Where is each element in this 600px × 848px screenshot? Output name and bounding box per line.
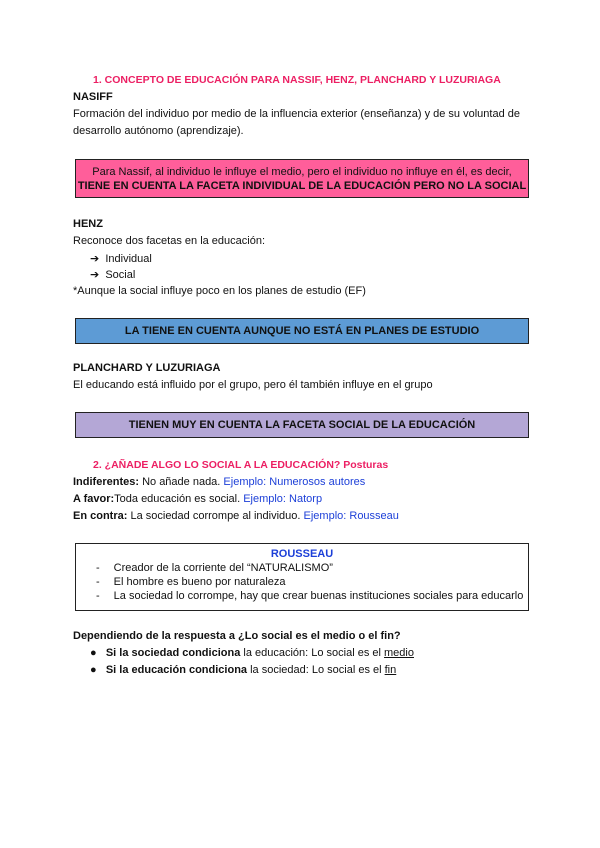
rousseau-item-text: La sociedad lo corrompe, hay que crear buenas instituciones sociales para educarlo xyxy=(113,590,524,602)
henz-item-label: Individual xyxy=(105,253,152,265)
rousseau-item-text: El hombre es bueno por naturaleza xyxy=(113,576,286,588)
posture-label: En contra: xyxy=(73,510,128,522)
section-2-heading: 2. ¿AÑADE ALGO LO SOCIAL A LA EDUCACIÓN? Posturas xyxy=(93,459,389,471)
nassif-text-line-2: desarrollo autónomo (aprendizaje). xyxy=(73,125,244,137)
posture-row-a-favor xyxy=(73,493,322,505)
arrow-right-icon: ➔ xyxy=(90,269,100,281)
posture-label: A favor: xyxy=(73,493,115,505)
bullet-dot-icon: ● xyxy=(90,664,97,676)
posture-example: Ejemplo: Rousseau xyxy=(303,510,399,522)
nassif-summary-box xyxy=(75,159,529,198)
rousseau-item-text: Creador de la corriente del “NATURALISMO” xyxy=(113,562,333,574)
henz-summary-box: LA TIENE EN CUENTA AUNQUE NO ESTÁ EN PLANES DE ESTUDIO xyxy=(75,318,529,344)
rousseau-item: - Creador de la corriente del “NATURALISMO” xyxy=(96,562,333,574)
posture-text: Toda educación es social. xyxy=(114,493,244,505)
bullet-item xyxy=(90,664,396,676)
nassif-box-line-2: TIENE EN CUENTA LA FACETA INDIVIDUAL DE LA EDUCACIÓN PERO NO LA SOCIAL xyxy=(77,180,527,192)
posture-label: Indiferentes: xyxy=(73,476,140,488)
planchard-text: El educando está influido por el grupo, pero él también influye en el grupo xyxy=(73,379,433,391)
section-1-heading: 1. CONCEPTO DE EDUCACIÓN PARA NASSIF, HENZ, PLANCHARD Y LUZURIAGA xyxy=(93,74,501,86)
planchard-summary-box: TIENEN MUY EN CUENTA LA FACETA SOCIAL DE LA EDUCACIÓN xyxy=(75,412,529,438)
bullet-underlined: fin xyxy=(384,664,397,676)
rousseau-title: ROUSSEAU xyxy=(270,548,334,560)
nassif-text-line-1: Formación del individuo por medio de la influencia exterior (enseñanza) y de su voluntad de xyxy=(73,108,520,120)
bullet-text: la educación: Lo social es el xyxy=(240,647,385,659)
rousseau-box xyxy=(75,543,529,611)
bullet-text: la sociedad: Lo social es el xyxy=(247,664,385,676)
nassif-title: NASIFF xyxy=(73,91,113,103)
bullet-dot-icon: ● xyxy=(90,647,97,659)
arrow-right-icon: ➔ xyxy=(90,253,100,265)
henz-title: HENZ xyxy=(73,218,103,230)
nassif-box-line-1: Para Nassif, al individuo le influye el medio, pero el individuo no influye en él, es decir, xyxy=(92,166,512,178)
henz-item-individual xyxy=(90,252,152,265)
bullet-bold: Si la educación condiciona xyxy=(105,664,248,676)
posture-text: No añade nada. xyxy=(139,476,224,488)
posture-text: La sociedad corrompe al individuo. xyxy=(127,510,304,522)
henz-note: *Aunque la social influye poco en los planes de estudio (EF) xyxy=(73,285,366,297)
posture-row-indiferentes xyxy=(73,476,365,488)
posture-example: Ejemplo: Natorp xyxy=(243,493,323,505)
question-line: Dependiendo de la respuesta a ¿Lo social es el medio o el fin? xyxy=(73,630,401,642)
henz-text: Reconoce dos facetas en la educación: xyxy=(73,235,266,247)
planchard-title: PLANCHARD Y LUZURIAGA xyxy=(73,362,221,374)
bullet-underlined: medio xyxy=(384,647,414,659)
bullet-item xyxy=(90,647,414,659)
rousseau-item: - La sociedad lo corrompe, hay que crear buenas instituciones sociales para educarlo xyxy=(96,590,524,602)
rousseau-item: - El hombre es bueno por naturaleza xyxy=(96,576,286,588)
henz-item-social xyxy=(90,268,135,281)
posture-example: Ejemplo: Numerosos autores xyxy=(223,476,366,488)
posture-row-en-contra xyxy=(73,510,399,522)
bullet-bold: Si la sociedad condiciona xyxy=(105,647,241,659)
henz-item-label: Social xyxy=(105,269,136,281)
